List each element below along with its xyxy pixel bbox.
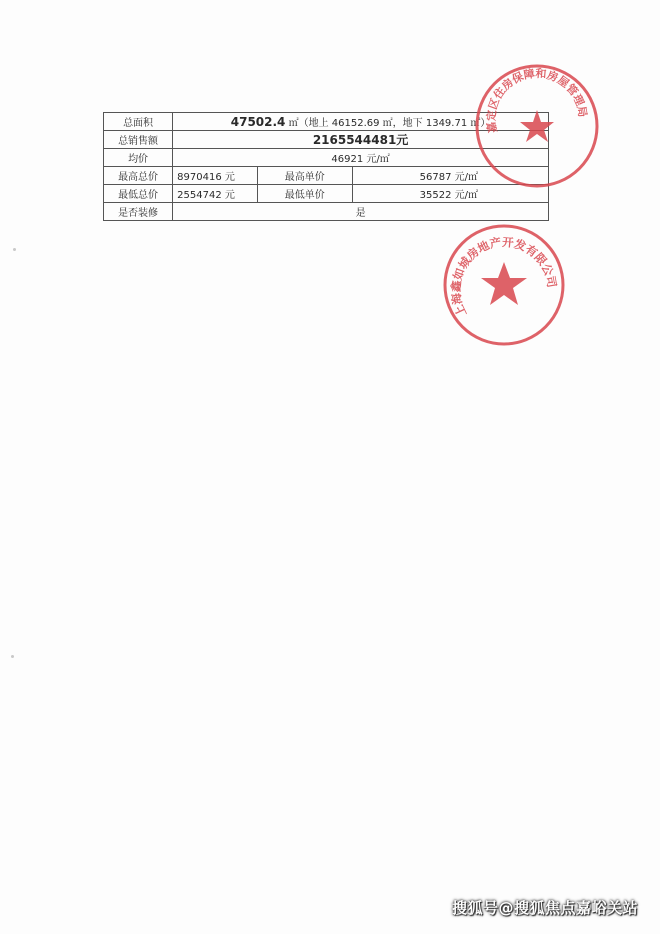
max-total-value: 8970416 元 <box>173 167 258 185</box>
total-area-value: 47502.4 <box>230 115 286 129</box>
seal2-text: 上海鑫如城房地产开发有限公司 <box>448 234 560 319</box>
min-unit-label: 最低单价 <box>257 185 352 203</box>
min-total-label: 最低总价 <box>104 185 173 203</box>
housing-bureau-seal-icon <box>473 62 601 190</box>
total-sales-value: 2165544481元 <box>173 131 549 149</box>
min-unit-value: 35522 元/㎡ <box>352 185 548 203</box>
total-sales-label: 总销售额 <box>104 131 173 149</box>
decorated-value: 是 <box>173 203 549 221</box>
avg-price-value: 46921 元/㎡ <box>173 149 549 167</box>
avg-price-label: 均价 <box>104 149 173 167</box>
scan-mark <box>13 248 16 251</box>
scan-mark <box>11 655 14 658</box>
max-unit-value: 56787 元/㎡ <box>352 167 548 185</box>
max-unit-label: 最高单价 <box>257 167 352 185</box>
table-row <box>104 203 549 221</box>
total-area-detail: ㎡（地上 46152.69 ㎡，地下 1349.71 ㎡） <box>288 118 491 129</box>
total-area-label: 总面积 <box>104 113 173 131</box>
decorated-label: 是否装修 <box>104 203 173 221</box>
seal1-text: 嘉定区住房保障和房屋管理局 <box>484 66 590 134</box>
company-seal-icon <box>441 222 567 348</box>
min-total-value: 2554742 元 <box>173 185 258 203</box>
max-total-label: 最高总价 <box>104 167 173 185</box>
watermark-text: 搜狐号@搜狐焦点嘉峪关站 <box>451 899 638 917</box>
